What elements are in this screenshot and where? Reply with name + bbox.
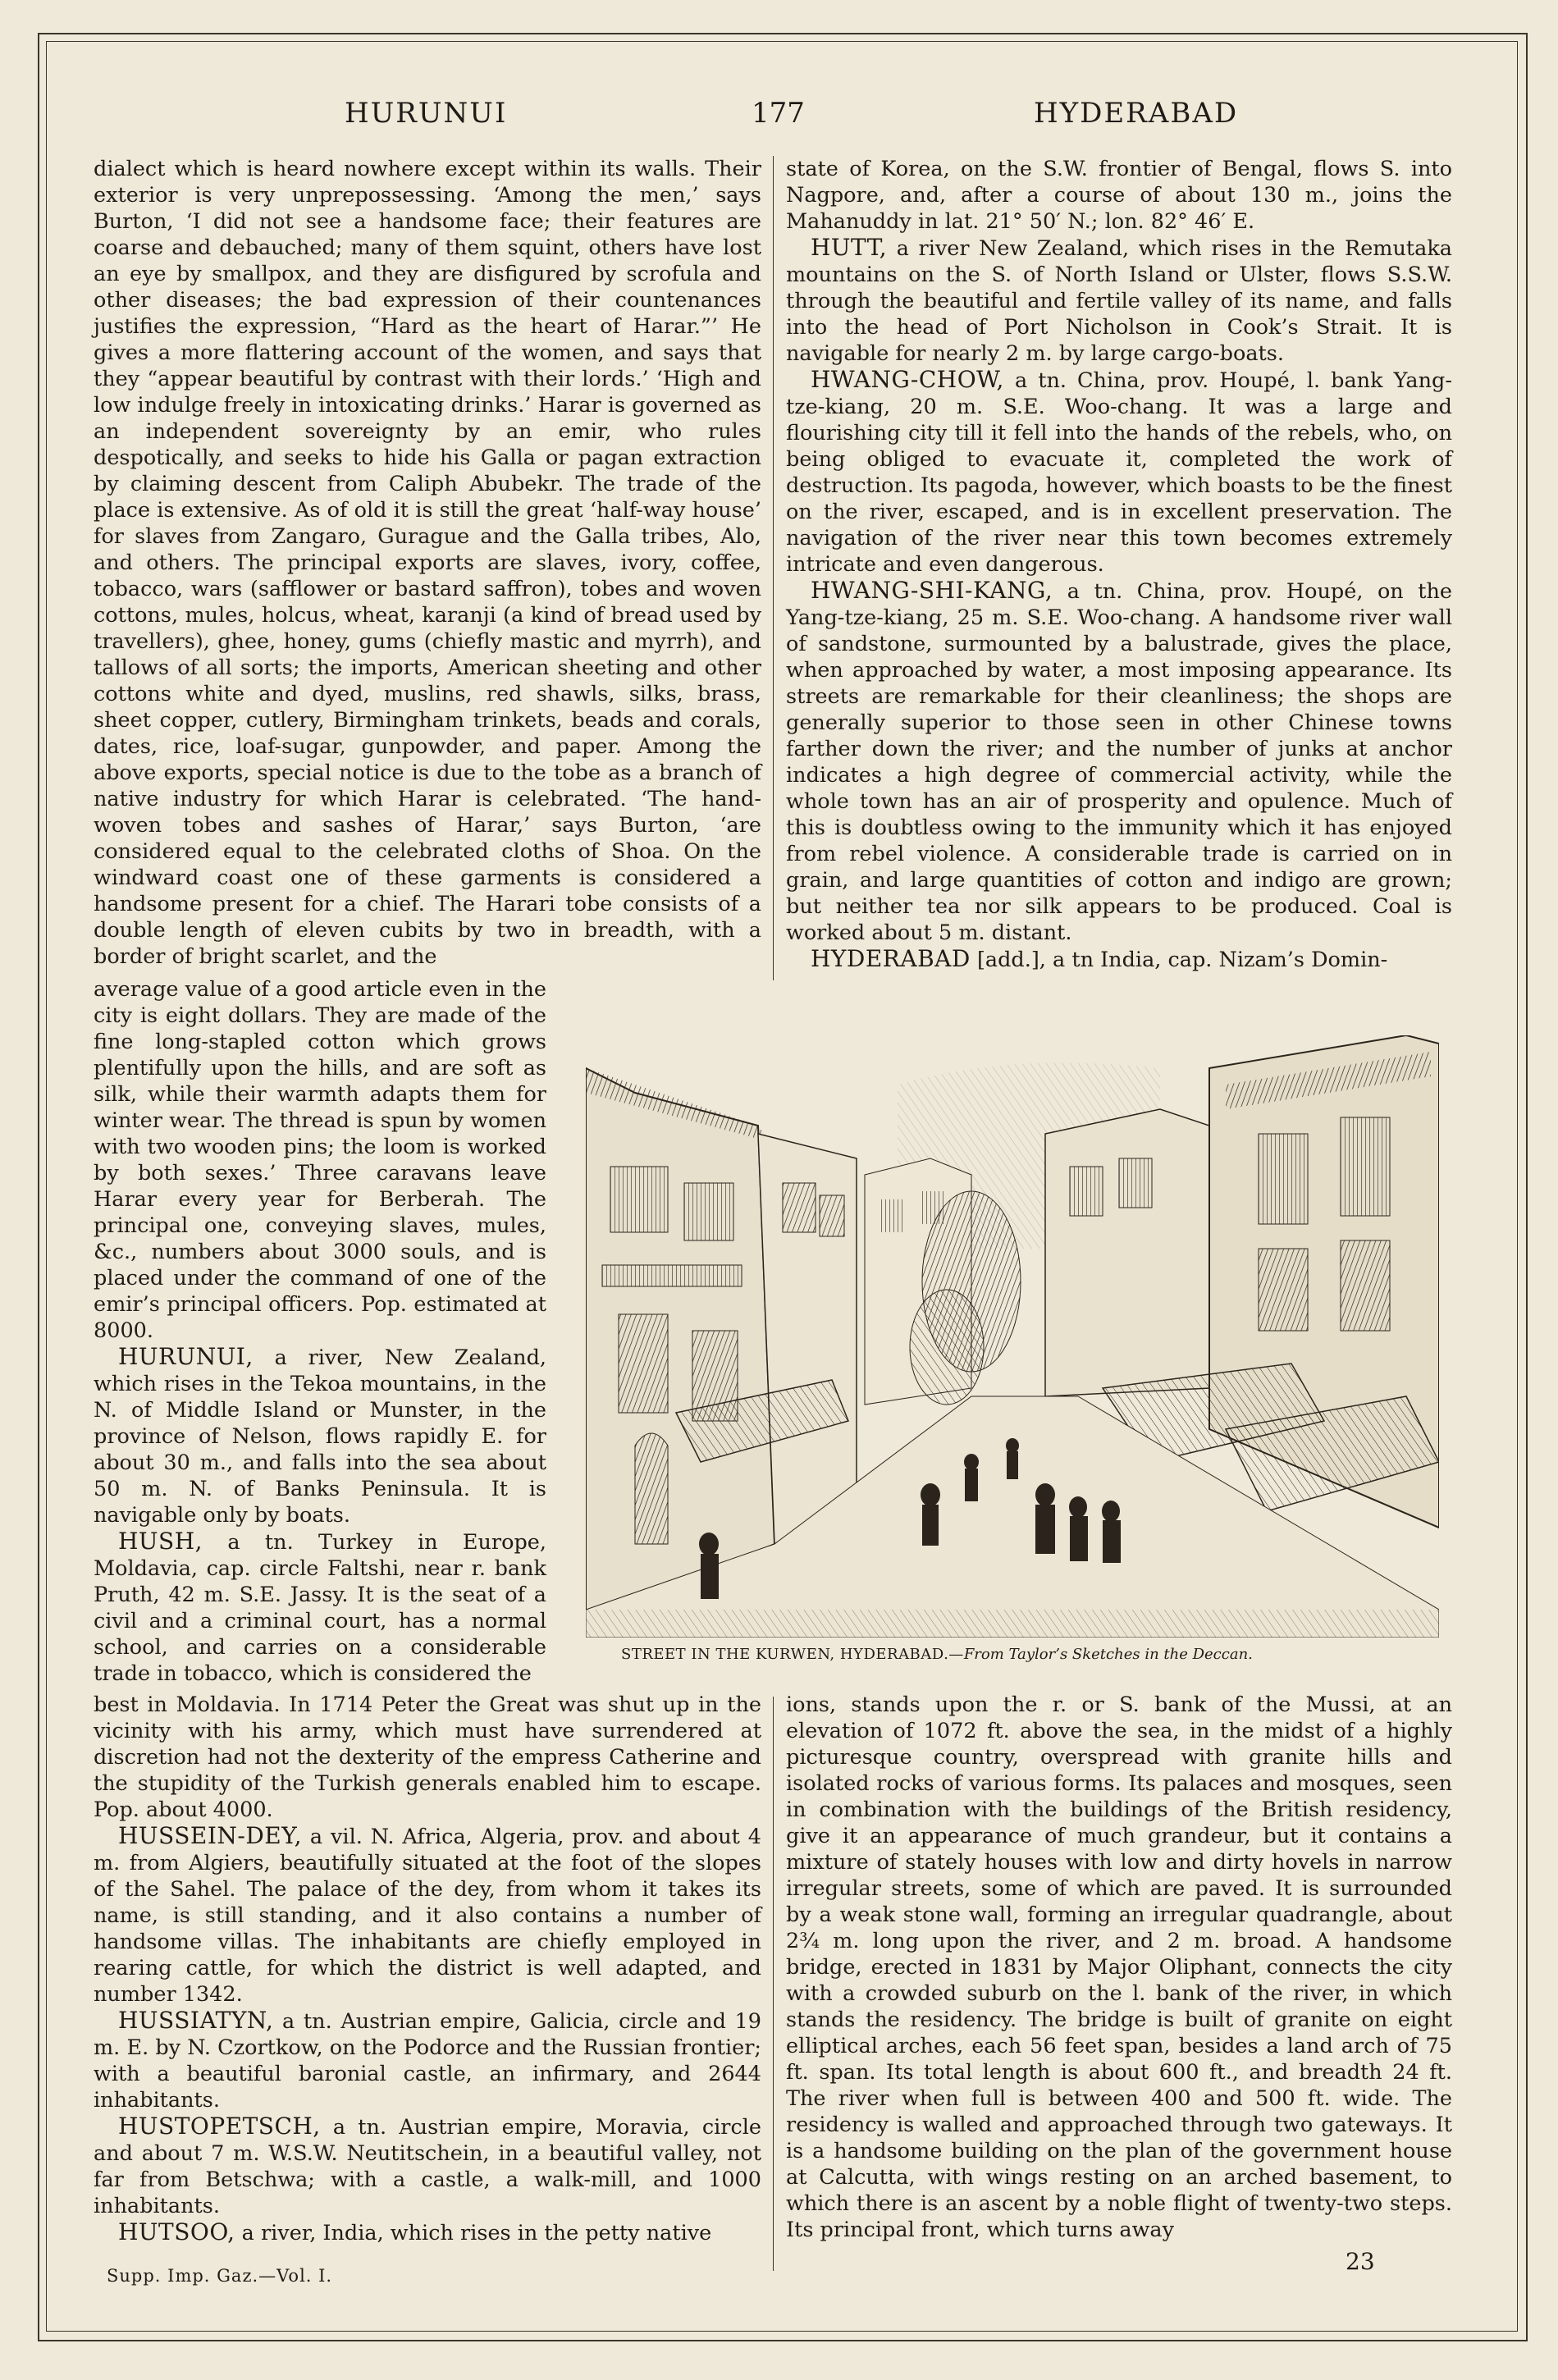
headword: HUSSEIN-DEY, [118, 1822, 303, 1849]
right-column-top [786, 156, 1452, 973]
entry-hyderabad: HYDERABAD [add.], a tn India, cap. Nizam’s Domin- [811, 945, 1388, 972]
headword: HUSSIATYN, [118, 2007, 274, 2034]
headword: HUSH, [118, 1528, 203, 1555]
left-column-bottom [94, 1692, 761, 2246]
footer-volume: Supp. Imp. Gaz.—Vol. I. [107, 2266, 333, 2286]
footer-signature-mark: 23 [1346, 2248, 1375, 2275]
left-column-wrapped [94, 976, 546, 1687]
illustration-caption: STREET IN THE KURWEN, HYDERABAD.—From Taylor’s Sketches in the Deccan. [621, 1646, 1253, 1663]
paragraph-hush-end: best in Moldavia. In 1714 Peter the Great was shut up in the vicinity with his army, which must have surrendered at discretion had not the dexterity of the empress Catherine and the stupidity of the Turkish generals enabled him to escape. Pop. about 4000. [94, 1692, 761, 1822]
headword: HURUNUI, [118, 1343, 254, 1370]
entry-hutsoo: HUTSOO, a river, India, which rises in the petty native [118, 2218, 712, 2245]
entry-hwang-shi-kang: HWANG-SHI-KANG, a tn. China, prov. Houpé, on the Yang-tze-kiang, 25 m. S.E. Woo-chang. A handsome river wall of sandstone, surmounted by a balustrade, gives the place, when approached by water, a most imposing appearance. Its streets are remarkable for their cleanliness; the shops are generally superior to those seen in other Chinese towns farther down the river; and the number of junks at anchor indicates a high degree of commercial activity, while the whole town has an air of prosperity and opulence. Much of this is doubtless owing to the immunity which it has enjoyed from rebel violence. A considerable trade is carried on in grain, and large quantities of cotton and indigo are grown; but neither tea nor silk appears to be produced. Coal is worked about 5 m. distant. [786, 577, 1452, 945]
headword: HYDERABAD [811, 945, 971, 972]
paragraph-hutsoo-continued: state of Korea, on the S.W. frontier of Bengal, flows S. into Nagpore, and, after a course of about 130 m., joins the Mahanuddy in lat. 21° 50′ N.; lon. 82° 46′ E. [786, 157, 1452, 234]
headword: HUSTOPETSCH, [118, 2113, 321, 2140]
street-engraving-illustration [586, 1035, 1439, 1638]
paragraph-hyderabad-continued: ions, stands upon the r. or S. bank of the Mussi, at an elevation of 1072 ft. above the sea, in the midst of a highly picturesque country, overspread with granite hills and isolated rocks of various forms. Its palaces and mosques, seen in combination with the buildings of the British residency, give it an appearance of much grandeur, but it contains a mixture of stately houses with low and dirty hovels in narrow irregular streets, some of which are paved. It is surrounded by a weak stone wall, forming an irregular quadrangle, about 2¾ m. long upon the river, and 2 m. broad. A handsome bridge, erected in 1831 by Major Oliphant, connects the city with a crowded suburb on the l. bank of the river, in which stands the residency. The bridge is built of granite on eight elliptical arches, each 56 feet span, besides a land arch of 75 ft. span. Its total length is about 600 ft., and breadth 24 ft. The river when full is between 400 and 500 ft. wide. The residency is walled and approached through two gateways. It is a handsome building on the plan of the government house at Calcutta, with wings resting on an arched basement, to which there is an ascent by a noble flight of twenty-two steps. Its principal front, which turns away [786, 1692, 1452, 2242]
headword: HWANG-CHOW, [811, 366, 1004, 393]
headword: HUTT, [811, 234, 888, 261]
running-head-right: HYDERABAD [1034, 97, 1239, 130]
left-column-top [94, 156, 761, 970]
headword: HUTSOO, [118, 2218, 235, 2245]
illustration-source: From Taylor’s Sketches in the Deccan. [963, 1646, 1253, 1663]
right-column-bottom [786, 1692, 1452, 2243]
entry-hussiatyn: HUSSIATYN, a tn. Austrian empire, Galicia, circle and 19 m. E. by N. Czortkow, on the Podorce and the Russian frontier; with a beautiful baronial castle, an infirmary, and 2644 inhabitants. [94, 2007, 761, 2113]
paragraph-harar-continued: dialect which is heard nowhere except within its walls. Their exterior is very unprepossessing. ‘Among the men,’ says Burton, ‘I did not see a handsome face; their features are coarse and debauched; many of them squint, others have lost an eye by smallpox, and they are disfigured by scrofula and other diseases; the bad expression of their countenances justifies the expression, “Hard as the heart of Harar.”’ He gives a more flattering account of the women, and says that they “appear beautiful by contrast with their lords.’ ‘High and low indulge freely in intoxicating drinks.’ Harar is governed as an independent sovereignty by an emir, who rules despotically, and seeks to hide his Galla or pagan extraction by claiming descent from Caliph Abubekr. The trade of the place is extensive. As of old it is still the great ‘half-way house’ for slaves from Zangaro, Gurague and the Galla tribes, Alo, and others. The principal exports are slaves, ivory, coffee, tobacco, wars (safflower or bastard saffron), tobes and woven cottons, mules, holcus, wheat, karanji (a kind of bread used by travellers), ghee, honey, gums (chiefly mastic and myrrh), and tallows of all sorts; the imports, American sheeting and other cottons white and dyed, muslins, red shawls, silks, brass, sheet copper, cutlery, Birmingham trinkets, beads and corals, dates, rice, loaf-sugar, gunpowder, and paper. Among the above exports, special notice is due to the tobe as a branch of native industry for which Harar is celebrated. ‘The hand-woven tobes and sashes of Harar,’ says Burton, ‘are considered equal to the celebrated cloths of Shoa. On the windward coast one of these garments is considered a handsome present for a chief. The Harari tobe consists of a double length of eleven cubits by two in breadth, with a border of bright scarlet, and the [94, 157, 761, 969]
entry-hussein-dey: HUSSEIN-DEY, a vil. N. Africa, Algeria, prov. and about 4 m. from Algiers, beautifully situated at the foot of the slopes of the Sahel. The palace of the dey, from whom it takes its name, is still standing, and it also contains a number of handsome villas. The inhabitants are chiefly employed in rearing cattle, for which the district is well adapted, and number 1342. [94, 1822, 761, 2007]
page-number: 177 [752, 97, 805, 130]
paragraph-harar-end: average value of a good article even in the city is eight dollars. They are made of the fine long-stapled cotton which grows plentifully upon the hills, and are soft as silk, while their warmth adapts them for winter wear. The thread is spun by women with two wooden pins; the loom is worked by both sexes.’ Three caravans leave Harar every year for Berberah. The principal one, conveying slaves, mules, &c., numbers about 3000 souls, and is placed under the command of one of the emir’s principal officers. Pop. estimated at 8000. [94, 977, 546, 1343]
headword: HWANG-SHI-KANG, [811, 577, 1053, 604]
entry-hwang-chow: HWANG-CHOW, a tn. China, prov. Houpé, l. bank Yang-tze-kiang, 20 m. S.E. Woo-chang. It was a large and flourishing city till it fell into the hands of the rebels, who, on being obliged to evacuate it, completed the work of destruction. Its pagoda, however, which boasts to be the finest on the river, escaped, and is in excellent preservation. The navigation of the river near this town becomes extremely intricate and even dangerous. [786, 366, 1452, 577]
column-rule-top [773, 156, 774, 980]
entry-hurunui: HURUNUI, a river, New Zealand, which rises in the Tekoa mountains, in the N. of Middle Island or Munster, in the province of Nelson, flows rapidly E. for about 30 m., and falls into the sea about 50 m. N. of Banks Peninsula. It is navigable only by boats. [94, 1343, 546, 1528]
entry-hutt: HUTT, a river New Zealand, which rises in the Remutaka mountains on the S. of North Island or Ulster, flows S.S.W. through the beautiful and fertile valley of its name, and falls into the head of Port Nicholson in Cook’s Strait. It is navigable for nearly 2 m. by large cargo-boats. [786, 234, 1452, 366]
entry-hustopetsch: HUSTOPETSCH, a tn. Austrian empire, Moravia, circle and about 7 m. W.S.W. Neutitschein, in a beautiful valley, not far from Betschwa; with a castle, a walk-mill, and 1000 inhabitants. [94, 2113, 761, 2218]
running-head-left: HURUNUI [345, 97, 508, 130]
entry-hush: HUSH, a tn. Turkey in Europe, Moldavia, cap. circle Faltshi, near r. bank Pruth, 42 m. S.E. Jassy. It is the seat of a civil and a criminal court, has a normal school, and carries on a considerable trade in tobacco, which is considered the [94, 1528, 546, 1686]
column-rule-bottom [773, 1697, 774, 2271]
